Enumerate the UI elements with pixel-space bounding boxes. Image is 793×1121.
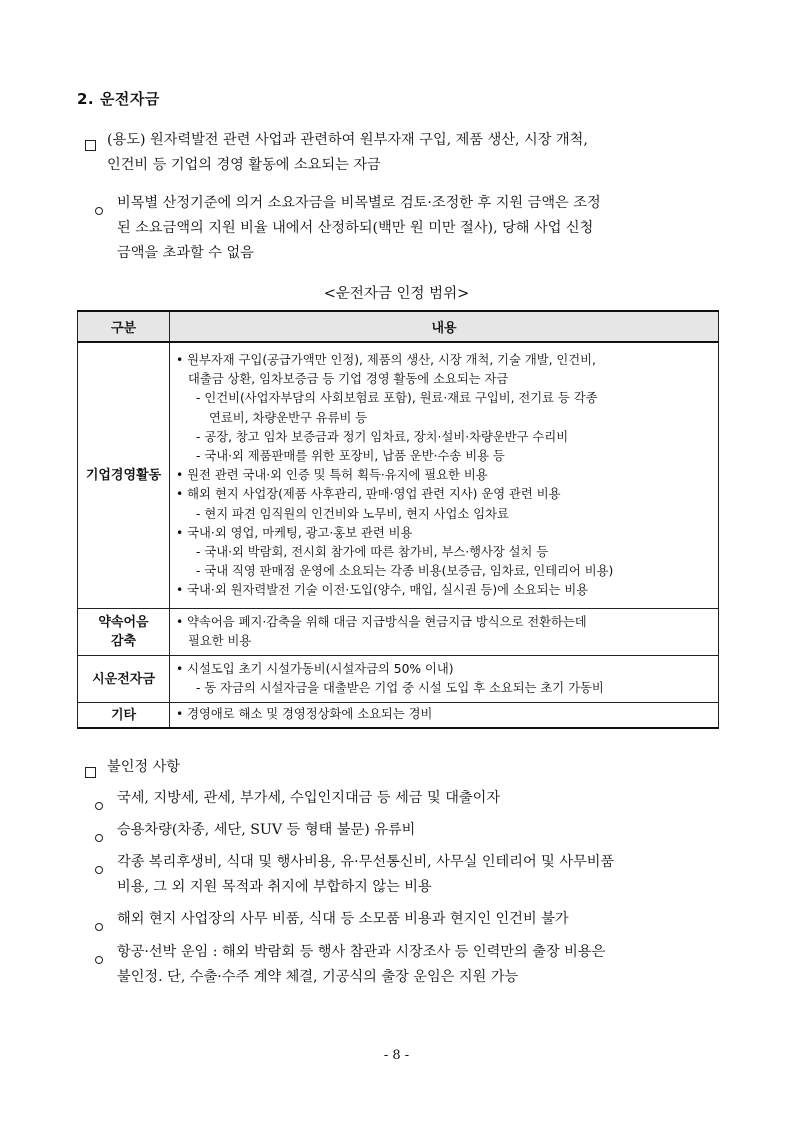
exclusion-line: 해외 현지 사업장의 사무 비품, 식대 등 소모품 비용과 현지인 인건비 불가 (117, 911, 569, 927)
content-line: • 국내·외 영업, 마케팅, 광고·홍보 관련 비용 (176, 525, 413, 540)
content-line: • 경영애로 해소 및 경영정상화에 소요되는 경비 (176, 707, 433, 722)
criteria-line-1: 비목별 산정기준에 의거 소요자금을 비목별로 검토·조정한 후 지원 금액은 조정 (117, 195, 601, 211)
content-line: - 인건비(사업자부담의 사회보험료 포함), 원료·재료 구입비, 전기료 등 각종 (196, 391, 598, 406)
content-line: • 원부자재 구입(공급가액만 인정), 제품의 생산, 시장 개척, 기술 개발, 인건비, (176, 353, 596, 367)
circle-bullet-icon (95, 915, 103, 940)
section-title: 2. 운전자금 (77, 90, 160, 108)
exclusion-item (95, 818, 725, 843)
square-bullet-icon (85, 135, 96, 160)
row-content (170, 703, 719, 728)
content-line: - 국내·외 박람회, 전시회 참가에 따른 참가비, 부스·행사장 설치 등 (196, 545, 549, 560)
circle-bullet-icon (95, 199, 103, 224)
header-content: 내용 (170, 311, 719, 342)
table-row (78, 656, 719, 703)
content-line: • 해외 현지 사업장(제품 사후관리, 판매·영업 관련 지사) 운영 관련 비용 (176, 487, 561, 502)
content-line: • 약속어음 폐지·감축을 위해 대금 지급방식을 현금지급 방식으로 전환하는데 (176, 614, 587, 629)
category-line: 약속어음 (98, 614, 149, 630)
exclusion-line: 불인정. 단, 수출·수주 계약 체결, 기공식의 출장 운임은 지원 가능 (117, 969, 519, 985)
use-paragraph (85, 128, 725, 178)
row-content (170, 608, 719, 655)
table-row (78, 342, 719, 608)
criteria-paragraph (95, 191, 725, 266)
page-number: - 8 - (383, 1048, 410, 1063)
exclusion-item (95, 940, 725, 990)
circle-bullet-icon (95, 858, 103, 883)
content-line: • 국내·외 원자력발전 기술 이전·도입(양수, 매입, 실시권 등)에 소요되는 비용 (176, 583, 589, 598)
content-line: • 원전 관련 국내·외 인증 및 특허 획득·유지에 필요한 비용 (176, 468, 488, 483)
table-header-row (78, 311, 719, 342)
exclusion-item (95, 850, 725, 900)
exclusions-title: 불인정 사항 (107, 759, 181, 775)
content-line: • 시설도입 초기 시설가동비(시설자금의 50% 이내) (176, 662, 454, 677)
row-content (170, 656, 719, 703)
circle-bullet-icon (95, 948, 103, 973)
exclusion-line: 비용, 그 외 지원 목적과 취지에 부합하지 않는 비용 (117, 879, 432, 895)
exclusion-item (95, 907, 725, 932)
circle-bullet-icon (95, 826, 103, 851)
use-line-1: (용도) 원자력발전 관련 사업과 관련하여 원부자재 구입, 제품 생산, 시장 개척, (107, 132, 588, 148)
exclusions-heading (85, 755, 725, 780)
row-category: 시운전자금 (78, 656, 170, 703)
criteria-line-3: 금액을 초과할 수 없음 (117, 245, 254, 261)
content-line: - 국내·외 제품판매를 위한 포장비, 납품 운반·수송 비용 등 (196, 449, 505, 464)
row-content (170, 342, 719, 608)
header-category: 구분 (78, 311, 170, 342)
row-category: 기타 (78, 703, 170, 728)
criteria-line-2: 된 소요금액의 지원 비율 내에서 산정하되(백만 원 미만 절사), 당해 사업 신청 (117, 220, 594, 236)
table-row (78, 608, 719, 655)
content-line: 필요한 비용 (188, 633, 252, 648)
row-category: 기업경영활동 (78, 342, 170, 608)
content-line: - 공장, 창고 임차 보증금과 정기 임차료, 장치·설비·차량운반구 수리비 (196, 429, 569, 444)
content-line: - 국내 직영 판매점 운영에 소요되는 각종 비용(보증금, 임차료, 인테리어 비용) (196, 564, 614, 579)
table-caption: <운전자금 인정 범위> (323, 286, 470, 302)
circle-bullet-icon (95, 794, 103, 819)
exclusion-line: 국세, 지방세, 관세, 부가세, 수입인지대금 등 세금 및 대출이자 (117, 790, 501, 806)
exclusion-line: 항공·선박 운임 : 해외 박람회 등 행사 참관과 시장조사 등 인력만의 출장 비용은 (117, 944, 606, 960)
content-line: - 동 자금의 시설자금을 대출받은 기업 중 시설 도입 후 소요되는 초기 가동비 (196, 681, 604, 696)
use-line-2: 인건비 등 기업의 경영 활동에 소요되는 자금 (107, 157, 381, 173)
exclusion-line: 승용차량(차종, 세단, SUV 등 형태 불문) 유류비 (117, 822, 416, 838)
exclusion-item (95, 786, 725, 811)
row-category (78, 608, 170, 655)
exclusion-line: 각종 복리후생비, 식대 및 행사비용, 유·무선통신비, 사무실 인테리어 및 사무비품 (117, 854, 615, 870)
content-line: - 현지 파견 임직원의 인건비와 노무비, 현지 사업소 임차료 (196, 506, 509, 521)
category-line: 감축 (110, 633, 137, 649)
table-row (78, 703, 719, 728)
content-line: 대출금 상환, 임차보증금 등 기업 경영 활동에 소요되는 자금 (188, 372, 509, 387)
square-bullet-icon (85, 762, 96, 787)
working-capital-table (77, 310, 719, 729)
content-line: 연료비, 차량운반구 유류비 등 (209, 410, 368, 425)
